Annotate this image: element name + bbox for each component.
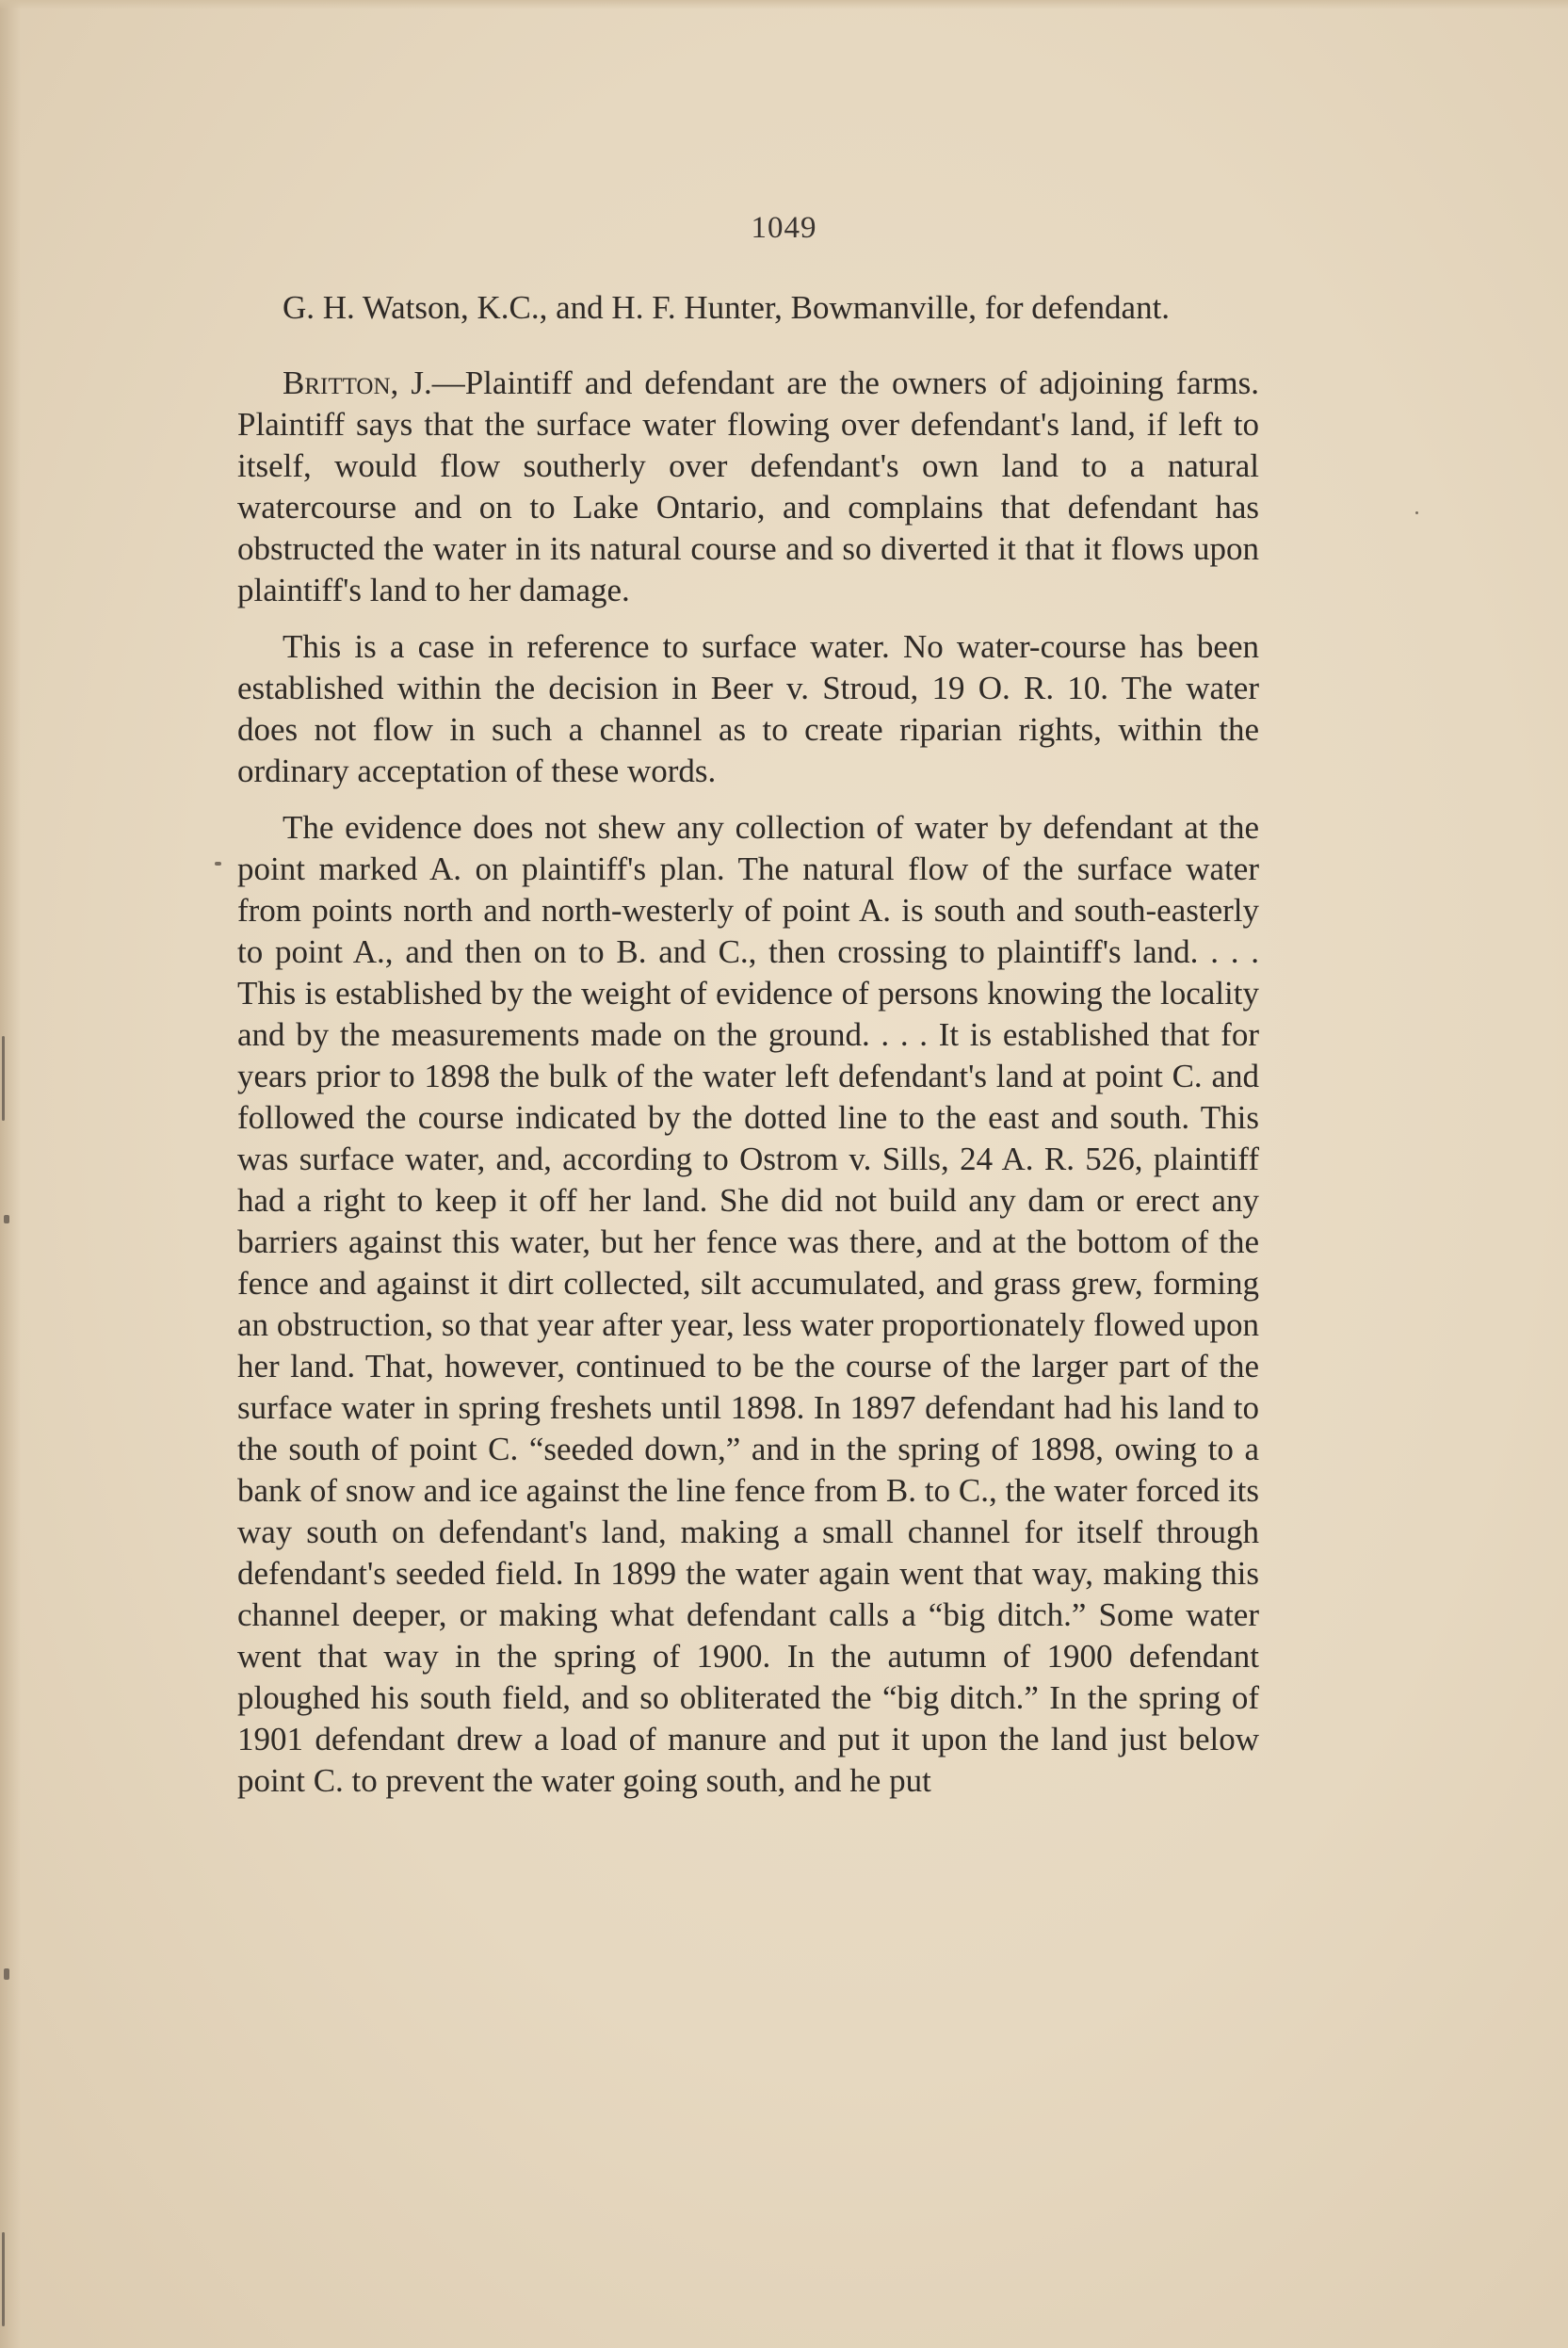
top-edge-shadow bbox=[0, 0, 1568, 9]
paragraph: This is a case in reference to surface water. No water-course has been established within the decision in Beer v. Stroud, 19 O. R. 10. The water does not flow in such a channel as to create riparian rights, within the ordinary acceptation of these words. bbox=[237, 628, 1259, 789]
margin-mark bbox=[1415, 511, 1418, 514]
binding-shadow bbox=[0, 0, 21, 2348]
margin-mark bbox=[215, 862, 221, 866]
margin-mark bbox=[2, 2232, 5, 2326]
margin-mark bbox=[4, 1968, 9, 1980]
paragraph-text: —Plaintiff and defendant are the owners of adjoining farms. Plaintiff says that the surface water flowing over defendant's land, if left to itself, would flow southerly over defendant's own land to a natural watercourse and on to Lake Ontario, and complains that defendant has obstructed the water in its natural course and so diverted it that it flows upon plaintiff's land to her damage. bbox=[237, 364, 1260, 608]
margin-mark bbox=[4, 1215, 9, 1223]
judge-name: Britton, J. bbox=[283, 364, 432, 401]
body-text bbox=[237, 287, 1259, 1802]
counsel-paragraph: G. H. Watson, K.C., and H. F. Hunter, Bowmanville, for defendant. bbox=[283, 289, 1171, 326]
page-number: 1049 bbox=[751, 211, 817, 245]
paragraph: The evidence does not shew any collection of water by defendant at the point marked A. on plaintiff's plan. The natural flow of the surface water from points north and north-westerly of point A. is south and south-easterly to point A., and then on to B. and C., then crossing to plaintiff's land. . . . This is established by the weight of evidence of persons knowing the locality and by the measurements made on the ground. . . . It is established that for years prior to 1898 the bulk of the water left defendant's land at point C. and followed the course indicated by the dotted line to the east and south. This was surface water, and, according to Ostrom v. Sills, 24 A. R. 526, plaintiff had a right to keep it off her land. She did not build any dam or erect any barriers against this water, but her fence was there, and at the bottom of the fence and against it dirt collected, silt accumulated, and grass grew, forming an obstruction, so that year after year, less water proportionately flowed upon her land. That, however, continued to be the course of the larger part of the surface water in spring freshets until 1898. In 1897 defendant had his land to the south of point C. “seeded down,” and in the spring of 1898, owing to a bank of snow and ice against the line fence from B. to C., the water forced its way south on defendant's land, making a small channel for itself through defendant's seeded field. In 1899 the water again went that way, making this channel deeper, or making what defendant calls a “big ditch.” Some water went that way in the spring of 1900. In the autumn of 1900 defendant ploughed his south field, and so obliterated the “big ditch.” In the spring of 1901 defendant drew a load of manure and put it upon the land just below point C. to prevent the water going south, and he put bbox=[237, 809, 1259, 1799]
margin-mark bbox=[2, 1036, 5, 1121]
judgment-opening-paragraph bbox=[237, 363, 1259, 611]
